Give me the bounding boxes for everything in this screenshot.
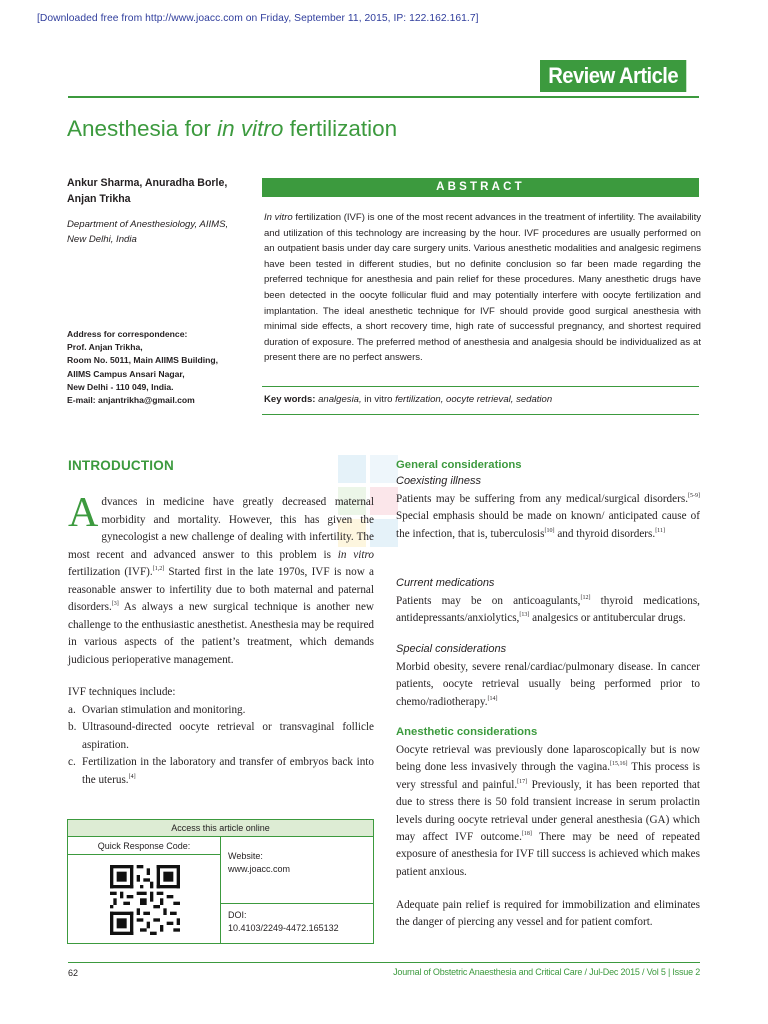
body-text: Morbid obesity, severe renal/cardiac/pulmonary disease. In cancer patients, oocyte retrieval usually being performed prior to chemo/radiotherapy. [396,661,700,708]
abstract-text [264,210,701,366]
section-heading-general: General considerations [396,459,522,471]
body-text: Oocyte retrieval was previously done laparoscopically but is now being done less invasively through the vagina. [396,744,700,774]
list-marker: b. [68,721,77,733]
list-text: Ultrasound-directed oocyte retrieval or transvaginal follicle aspiration. [82,721,374,751]
list-intro: IVF techniques include: [68,686,176,698]
doi-label: DOI: [228,910,247,920]
citation: [15,16] [610,761,628,768]
qr-label: Quick Response Code: [97,841,191,851]
special-paragraph [396,659,700,711]
citation: [11] [655,527,665,534]
abstract-heading: ABSTRACT [262,178,699,197]
download-notice: [Downloaded free from http://www.joacc.com on Friday, September 11, 2015, IP: 122.162.161.7] [37,13,479,24]
body-text: There may be need of repeated exposure of anesthesia for IVF till success is achieved which makes patient anxious. [396,831,700,878]
body-text: analgesics or antitubercular drugs. [529,612,686,625]
list-text: Ovarian stimulation and monitoring. [82,703,246,716]
keywords-label: Key words: [264,394,316,405]
author-line: Ankur Sharma, Anuradha Borle, [67,177,228,189]
title-part: Anesthesia for [67,116,218,141]
author-line: Anjan Trikha [67,192,131,205]
intro-text: dvances in medicine have greatly decreased maternal morbidity and mortality. However, this has given the gynecologist a new challenge of dealing with infertility. The most recent and advanced answer to this problem is [68,496,374,561]
subheading-current-medications: Current medications [396,577,495,589]
correspondence-line: Room No. 5011, Main AIIMS Building, [67,355,219,366]
qr-code-icon[interactable] [110,865,180,935]
keywords-bottom-rule [262,414,699,415]
correspondence-address [67,341,257,407]
correspondence-heading: Address for correspondence: [67,329,188,339]
list-item [68,754,374,789]
affiliation-line: Department of Anesthesiology, AIIMS, [67,219,229,230]
title-italic: in vitro [217,116,284,141]
introduction-paragraph [68,490,375,669]
citation: [13] [519,612,530,619]
article-type-badge: Review Article [540,60,686,92]
medications-paragraph [396,593,700,628]
journal-citation: Journal of Obstetric Anaesthesia and Critical Care / Jul-Dec 2015 / Vol 5 | Issue 2 [393,967,700,977]
citation: [18] [521,831,532,838]
body-text: thyroid medications, antidepressants/anxiolytics, [396,595,700,625]
correspondence-line: AIIMS Campus Ansari Nagar, [67,368,185,379]
keywords-top-rule [262,386,699,387]
header-rule [68,96,699,98]
pain-relief-paragraph: Adequate pain relief is required for immobilization and eliminates the danger of piercing any vessel and for patient comfort. [396,899,700,929]
list-item [68,719,374,754]
introduction-heading: INTRODUCTION [68,458,174,473]
body-text: Special emphasis should be made on known/ anticipated cause of the infection, that is, tuberculosis [396,510,700,540]
access-article-box [67,819,374,944]
intro-italic: in vitro [337,548,374,561]
access-box-divider [68,854,220,855]
coexisting-paragraph [396,491,700,543]
page-number: 62 [68,968,79,978]
keywords-text: fertilization, oocyte retrieval, sedation [392,394,553,405]
list-text: Fertilization in the laboratory and transfer of embryos back into the uterus. [82,756,374,786]
intro-text: As always a new surgical technique is another new challenge to the enthusiastic anesthetist. Anesthesia may be required in various aspects of the patient’s treatment, which demands judicious perioperative management. [68,601,375,666]
correspondence-email: E-mail: anjantrikha@gmail.com [67,395,195,406]
subheading-special: Special considerations [396,643,507,655]
keywords-text: in vitro [361,394,393,405]
techniques-list [68,684,374,789]
drop-cap: A [68,490,99,536]
anesthetic-paragraph [396,742,700,881]
section-heading-anesthetic: Anesthetic considerations [396,726,538,738]
correspondence-line: Prof. Anjan Trikha, [67,342,143,352]
keywords [264,394,552,405]
keywords-text: analgesia, [315,394,362,405]
website-link[interactable]: www.joacc.com [228,864,291,874]
footer-rule [68,962,700,963]
citation: [4] [128,773,136,780]
subheading-coexisting: Coexisting illness [396,475,481,487]
list-marker: c. [68,756,76,768]
citation: [5-9] [688,493,700,499]
author-list [67,176,252,207]
intro-text: fertilization (IVF). [68,566,153,578]
body-text: Previously, it has been reported that due to stress there is 50 fold transient increase in serum prolactin levels during oocyte retrieval under general anesthesia (GA) which may affect IVF outcome. [396,778,700,844]
correspondence-line: New Delhi - 110 049, India. [67,381,174,392]
body-text: and thyroid disorders. [554,527,656,540]
citation: [3] [111,601,119,607]
article-title [67,116,397,142]
list-marker: a. [68,703,76,716]
body-text: Patients may be on anticoagulants, [396,595,581,607]
citation: [14] [487,695,498,702]
citation: [12] [580,595,591,601]
citation: [17] [517,778,528,785]
access-box-heading: Access this article online [68,820,373,837]
citation: [10] [544,527,555,534]
access-box-divider [220,903,373,904]
list-item [68,702,374,720]
body-text: Patients may be suffering from any medical/surgical disorders. [396,493,688,505]
affiliation [67,218,252,247]
abstract-body: fertilization (IVF) is one of the most recent advances in the treatment of infertility. The availability and utilization of this technology are increasing by the hour. IVF procedures are usually performed on an outpatient basis under day care surgery units. Various anesthetic modalities and analgesic regimens have been tested in different studies, but no definite conclusion so far been made regarding the preferred technique for anesthesia and pain relief for these procedures. Many anesthetic drugs have been detected in the oocyte follicular fluid and may potentially interfere with oocyte fertilization and implantation. The ideal anesthetic technique for IVF should provide good surgical anesthesia with minimal side effects, a short recovery time, high rate of successful pregnancy, and shortest required duration of exposure. The preferred method of anesthesia and analgesia should be individualized as at present there are no perfect answers. [264,212,702,364]
access-box-divider [220,837,221,943]
affiliation-line: New Delhi, India [67,233,137,245]
doi-link[interactable]: 10.4103/2249-4472.165132 [228,923,339,933]
citation: [1,2] [152,566,165,572]
intro-text: Started first in the late 1970s, IVF is now a reasonable answer to infertility due to both maternal and paternal disorders. [68,566,374,613]
abstract-italic: In vitro [264,212,293,223]
website-label: Website: [228,851,263,861]
title-part: fertilization [283,116,398,141]
body-text: This process is very stressful and painful. [396,761,700,791]
